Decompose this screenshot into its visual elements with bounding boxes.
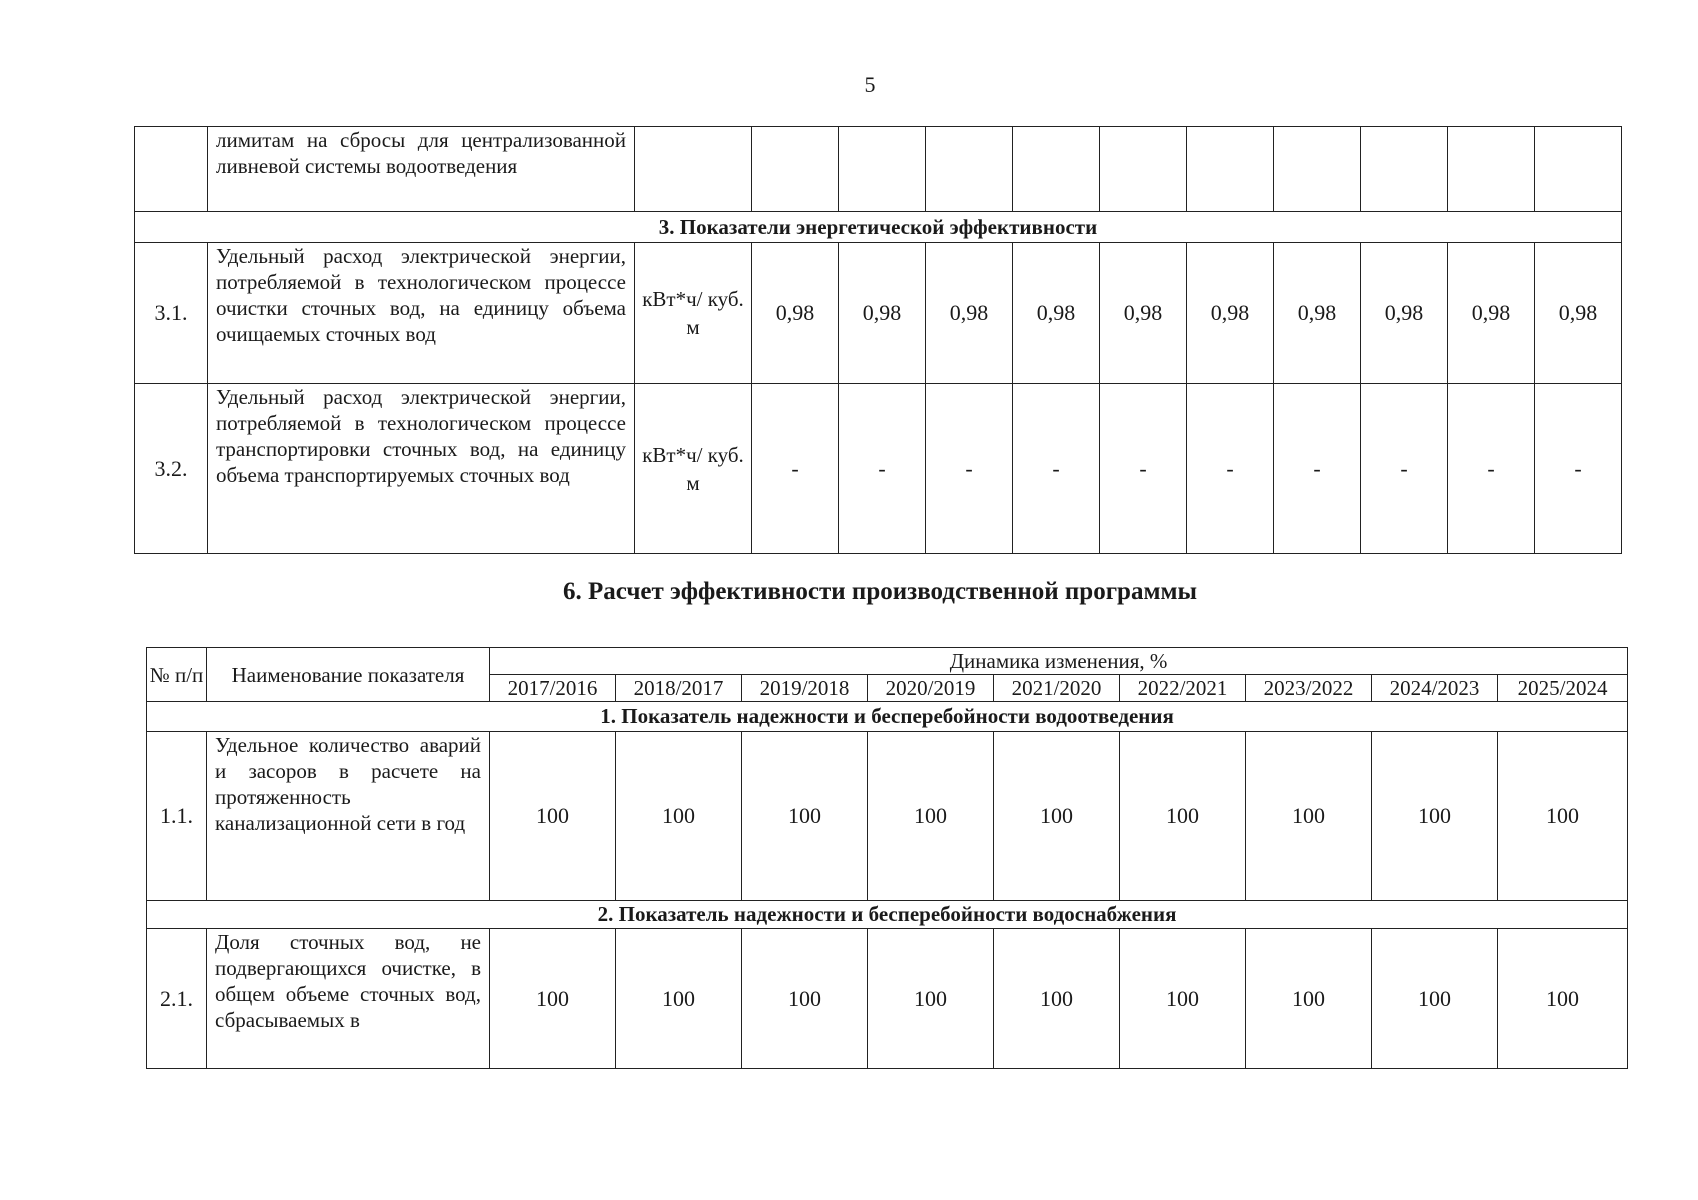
value-cell: 0,98 (1187, 243, 1274, 384)
table-cell (1535, 127, 1622, 212)
year-header: 2018/2017 (616, 675, 742, 702)
table-cell (1361, 127, 1448, 212)
value-cell: 100 (1246, 929, 1372, 1069)
row-number: 3.2. (135, 384, 208, 554)
year-header: 2025/2024 (1498, 675, 1628, 702)
section-title: 1. Показатель надежности и бесперебойности водоотведения (147, 702, 1628, 732)
unit-cell: кВт*ч/ куб. м (635, 384, 752, 554)
value-cell: 100 (616, 732, 742, 901)
year-header: 2020/2019 (868, 675, 994, 702)
table-cell (1187, 127, 1274, 212)
unit-cell: кВт*ч/ куб. м (635, 243, 752, 384)
page-number: 5 (864, 72, 876, 97)
value-cell: - (839, 384, 926, 554)
table-cell (926, 127, 1013, 212)
table-cell (752, 127, 839, 212)
value-cell: 100 (994, 929, 1120, 1069)
table-header-row (147, 648, 1628, 675)
indicator-name: Удельный расход электрической энергии, потребляемой в технологическом процессе очистки сточных вод, на единицу объема очищаемых сточных вод (208, 243, 635, 384)
year-header: 2017/2016 (490, 675, 616, 702)
value-cell: - (1013, 384, 1100, 554)
value-cell: 100 (490, 929, 616, 1069)
section-header-row (147, 901, 1628, 929)
value-cell: 100 (1372, 929, 1498, 1069)
value-cell: 100 (490, 732, 616, 901)
table-row (135, 127, 1622, 212)
year-header: 2022/2021 (1120, 675, 1246, 702)
value-cell: 0,98 (1448, 243, 1535, 384)
value-cell: - (1361, 384, 1448, 554)
value-cell: 100 (868, 732, 994, 901)
value-cell: 0,98 (1013, 243, 1100, 384)
row-number: 3.1. (135, 243, 208, 384)
value-cell: - (752, 384, 839, 554)
value-cell: - (1187, 384, 1274, 554)
year-header: 2023/2022 (1246, 675, 1372, 702)
row-number: 1.1. (147, 732, 207, 901)
year-header: 2021/2020 (994, 675, 1120, 702)
value-cell: - (1100, 384, 1187, 554)
value-cell: 100 (1372, 732, 1498, 901)
row-number: 2.1. (147, 929, 207, 1069)
value-cell: - (1448, 384, 1535, 554)
section-title: 2. Показатель надежности и бесперебойности водоснабжения (147, 901, 1628, 929)
value-cell: 100 (742, 929, 868, 1069)
continuation-text: лимитам на сбросы для централизованной ливневой системы водоотведения (208, 127, 635, 212)
header-dynamics: Динамика изменения, % (490, 648, 1628, 675)
header-num: № п/п (147, 648, 207, 702)
value-cell: - (1274, 384, 1361, 554)
section-heading: 6. Расчет эффективности производственной программы (562, 578, 1198, 605)
section-header-row (135, 212, 1622, 243)
value-cell: 0,98 (752, 243, 839, 384)
energy-indicators-table (134, 126, 1622, 554)
year-header: 2024/2023 (1372, 675, 1498, 702)
table-row (135, 384, 1622, 554)
table-row (147, 732, 1628, 901)
table-row (147, 929, 1628, 1069)
indicator-name: Удельный расход электрической энергии, потребляемой в технологическом процессе транспортировки сточных вод, на единицу объема транспортируемых сточных вод (208, 384, 635, 554)
section-title: 3. Показатели энергетической эффективности (135, 212, 1622, 243)
value-cell: 100 (1498, 732, 1628, 901)
value-cell: 0,98 (926, 243, 1013, 384)
value-cell: 100 (1120, 732, 1246, 901)
value-cell: 0,98 (839, 243, 926, 384)
value-cell: 100 (1246, 732, 1372, 901)
value-cell: 0,98 (1274, 243, 1361, 384)
efficiency-table (146, 647, 1628, 1069)
value-cell: - (926, 384, 1013, 554)
section-header-row (147, 702, 1628, 732)
value-cell: 0,98 (1100, 243, 1187, 384)
table-row (135, 243, 1622, 384)
value-cell: 100 (1498, 929, 1628, 1069)
year-header: 2019/2018 (742, 675, 868, 702)
value-cell: - (1535, 384, 1622, 554)
value-cell: 100 (868, 929, 994, 1069)
table-cell (1013, 127, 1100, 212)
indicator-name: Доля сточных вод, не подвергающихся очистке, в общем объеме сточных вод, сбрасываемых в (207, 929, 490, 1069)
indicator-name: Удельное количество аварий и засоров в расчете на протяженность канализационной сети в год (207, 732, 490, 901)
table-cell (135, 127, 208, 212)
table-cell (635, 127, 752, 212)
header-name: Наименование показателя (207, 648, 490, 702)
value-cell: 100 (742, 732, 868, 901)
value-cell: 100 (994, 732, 1120, 901)
value-cell: 0,98 (1535, 243, 1622, 384)
value-cell: 100 (1120, 929, 1246, 1069)
value-cell: 100 (616, 929, 742, 1069)
table-cell (1100, 127, 1187, 212)
table-cell (1448, 127, 1535, 212)
value-cell: 0,98 (1361, 243, 1448, 384)
table-cell (839, 127, 926, 212)
table-cell (1274, 127, 1361, 212)
